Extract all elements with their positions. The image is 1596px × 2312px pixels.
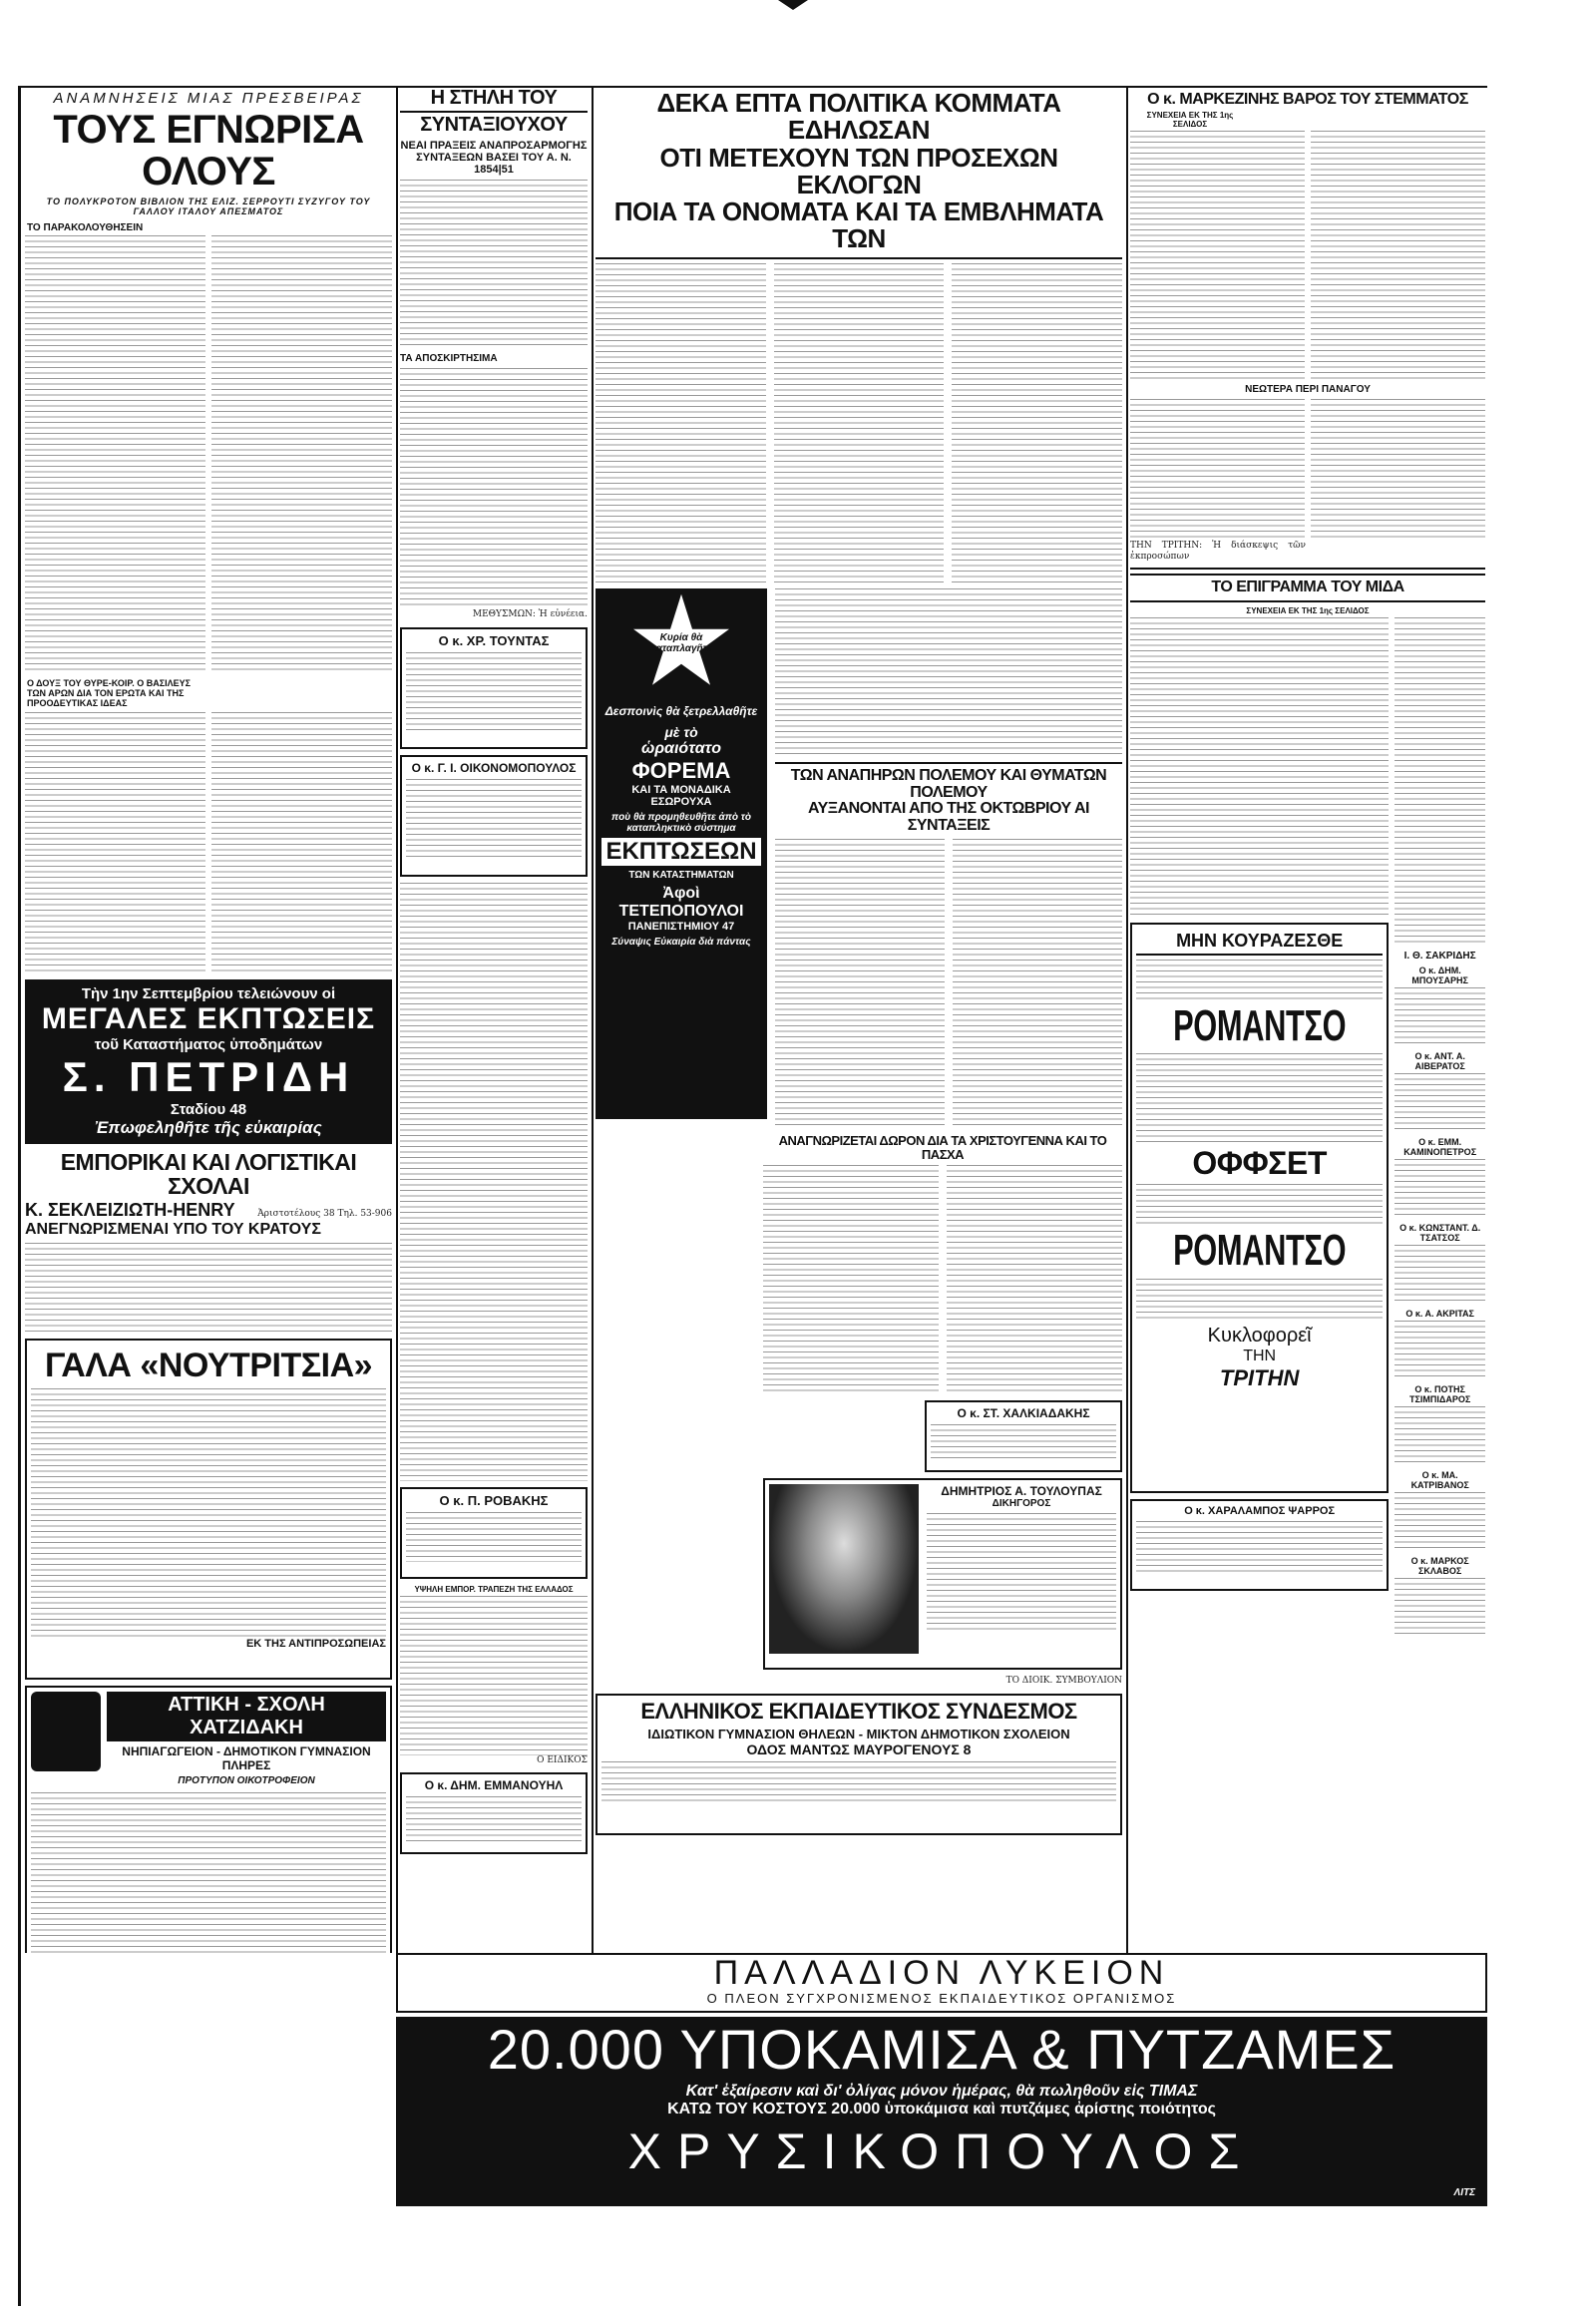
- notice-text: [1395, 1406, 1485, 1466]
- article-text: [25, 235, 205, 674]
- ad-name: Ἀφοὶ ΤΕΤΕΠΟΠΟΥΛΟΙ: [618, 884, 744, 920]
- article-text: [400, 1596, 588, 1755]
- notice-text: [406, 779, 582, 859]
- ad-palladion: [396, 1953, 1487, 2013]
- notice-box: [400, 627, 588, 749]
- section-title: ΥΨΗΛΗ ΕΜΠΟΡ. ΤΡΑΠΕΖΗ ΤΗΣ ΕΛΛΑΔΟΣ: [414, 1584, 574, 1594]
- ad-line: Δεσποινὶς θὰ ξετρελλαθῆτε: [604, 703, 758, 718]
- kicker: Η ΣΤΗΛΗ ΤΟΥ: [400, 88, 588, 113]
- notice-title: Ο κ. ΕΜΜ. ΚΑΜΙΝΟΠΕΤΡΟΣ: [1403, 1136, 1477, 1157]
- ad-line: Ο ΠΛΕΟΝ ΣΥΓΧΡΟΝΙΣΜΕΝΟΣ ΕΚΠΑΙΔΕΥΤΙΚΟΣ ΟΡΓΑΝΙΣΜΟΣ: [706, 1991, 1177, 2006]
- article-text: [400, 883, 588, 1481]
- notice-text: [1395, 987, 1485, 1047]
- section-title: ΤΟ ΠΑΡΑΚΟΛΟΥΘΗΣΕΙΝ: [27, 222, 144, 233]
- ad-address: ΟΔΟΣ ΜΑΝΤΩΣ ΜΑΥΡΟΓΕΝΟΥΣ 8: [746, 1740, 972, 1757]
- ad-line: ΑΝΕΓΝΩΡΙΣΜΕΝΑΙ ΥΠΟ ΤΟΥ ΚΡΑΤΟΥΣ: [25, 1221, 321, 1239]
- notice-text: [1395, 1578, 1485, 1638]
- section-title: Ο ΔΟΥΞ ΤΟΥ ΘΥΡΕ-ΚΟΙΡ. Ο ΒΑΣΙΛΕΥΣ ΤΩΝ ΑΡΩΝ ΔΙΑ ΤΟΝ ΕΡΩΤΑ ΚΑΙ ΤΗΣ ΠΡΟΟΔΕΥΤΙΚΑΣ ΙΔΕΑΣ: [27, 678, 192, 708]
- continuation-note: ΣΥΝΕΧΕΙΑ ΕΚ ΤΗΣ 1ης ΣΕΛΙΔΟΣ: [1246, 605, 1370, 615]
- headline: ΣΥΝΤΑΞΙΟΥΧΟΥ: [420, 114, 568, 136]
- notice-text: [1395, 1073, 1485, 1133]
- ad-line: ΠΡΟΤΥΠΟΝ ΟΙΚΟΤΡΟΦΕΙΟΝ: [178, 1775, 315, 1787]
- notice-title: Ο κ. ΣΤ. ΧΑΛΚΙΑΔΑΚΗΣ: [957, 1406, 1090, 1421]
- ad-line: ΚΑΤΩ ΤΟΥ ΚΟΣΤΟΥΣ 20.000 ὑποκάμισα καὶ πυτζάμες ἀρίστης ποιότητος: [667, 2101, 1216, 2118]
- ad-line: ποὺ θὰ προμηθευθῆτε ἀπὸ τὸ καταπληκτικὸ σύστημα: [611, 811, 751, 834]
- ad-romantso: [1130, 923, 1389, 1493]
- ad-line: Κατ' ἐξαίρεσιν καὶ δι' ὀλίγας μόνον ἡμέρας, θὰ πωληθοῦν εἰς ΤΙΜΑΣ: [685, 2083, 1198, 2100]
- ad-name: Σ. ΠΕΤΡΙΔΗ: [62, 1053, 355, 1100]
- ad-hatzidakis: [25, 1686, 392, 1953]
- ad-name: Κ. ΣΕΚΛΕΙΖΙΩΤΗ-HENRY: [25, 1200, 235, 1221]
- ad-text: [1136, 1053, 1383, 1143]
- article-text: [775, 839, 945, 1128]
- ad-title: ΡΟΜΑΝΤΣΟ: [1173, 1000, 1347, 1050]
- notice-title: Ο κ. ΜΑ. ΚΑΤΡΙΒΑΝΟΣ: [1410, 1469, 1469, 1490]
- notice-text: [927, 1513, 1116, 1633]
- signature: Ο ΕΙΔΙΚΟΣ: [537, 1754, 588, 1765]
- ad-line: ΤΩΝ ΚΑΤΑΣΤΗΜΑΤΩΝ: [628, 869, 734, 881]
- ad-line: ΤΡΙΤΗΝ: [1219, 1364, 1300, 1390]
- article-text: [763, 1165, 939, 1394]
- notice-title: Ο κ. ΧΑΡΑΛΑΜΠΟΣ ΨΑΡΡΟΣ: [1184, 1504, 1336, 1517]
- ad-line: ΙΔΙΩΤΙΚΟΝ ΓΥΜΝΑΣΙΟΝ ΘΗΛΕΩΝ - ΜΙΚΤΟΝ ΔΗΜΟΤΙΚΟΝ ΣΧΟΛΕΙΟΝ: [647, 1726, 1070, 1741]
- ad-line: ὡραιότατο: [641, 739, 721, 757]
- headline: ΟΤΙ ΜΕΤΕΧΟΥΝ ΤΩΝ ΠΡΟΣΕΧΩΝ ΕΚΛΟΓΩΝ: [659, 142, 1058, 199]
- portrait-photo: [769, 1484, 919, 1654]
- subhead: ΤΟ ΠΟΛΥΚΡΟΤΟΝ ΒΙΒΛΙΟΝ ΤΗΣ ΕΛΙΖ. ΣΕΡΡΟΥΤΙ ΣΥΖΥΓΟΥ ΤΟΥ ΓΑΛΛΟΥ ΙΤΑΛΟΥ ΑΠΕΣΜΑΤΟΣ: [46, 196, 371, 216]
- notice-title: Ο κ. Α. ΑΚΡΙΤΑΣ: [1405, 1308, 1474, 1319]
- column-rule: [1126, 88, 1128, 1953]
- ad-line: ΤΗΝ: [1243, 1347, 1277, 1364]
- ad-line: ΟΦΦΣΕΤ: [1192, 1144, 1327, 1181]
- notice-subtitle: ΔΙΚΗΓΟΡΟΣ: [992, 1498, 1051, 1510]
- ad-title: ΑΤΤΙΚΗ - ΣΧΟΛΗ ΧΑΤΖΙΔΑΚΗ: [107, 1692, 386, 1741]
- article-text: [947, 1165, 1122, 1394]
- notice-text: [1395, 1159, 1485, 1219]
- ad-title: ΓΑΛΑ «ΝΟΥΤΡΙΤΣΙΑ»: [44, 1347, 373, 1385]
- notice-title: Ο κ. Π. ΡΟΒΑΚΗΣ: [439, 1492, 549, 1508]
- ad-text: [31, 1792, 386, 1953]
- article-text: [211, 235, 392, 674]
- article-text: [1311, 131, 1485, 380]
- article-text: [1130, 617, 1389, 917]
- article-text: [1311, 399, 1485, 539]
- kicker: ΑΝΑΜΝΗΣΕΙΣ ΜΙΑΣ ΠΡΕΣΒΕΙΡΑΣ: [53, 90, 364, 107]
- notice-photo: [763, 1478, 1122, 1670]
- section-title: ΝΕΩΤΕΡΑ ΠΕΡΙ ΠΑΝΑΓΟΥ: [1245, 383, 1371, 395]
- ad-title: ΡΟΜΑΝΤΣΟ: [1173, 1226, 1347, 1276]
- divider: [1130, 568, 1485, 570]
- section-note: ΤΗΝ ΤΡΙΤΗΝ: Ἡ διάσκεψις τῶν ἐκπροσώπων: [1130, 540, 1306, 563]
- ad-line: Σύναψις Εὐκαιρία διὰ πάντας: [611, 936, 751, 948]
- ad-schools: [25, 1150, 392, 1333]
- newspaper-page: [18, 86, 1487, 2306]
- notice-box: [1130, 1499, 1389, 1591]
- notice-title: Ο κ. ΜΑΡΚΟΣ ΣΚΛΑΒΟΣ: [1410, 1555, 1469, 1576]
- notice-title: Ο κ. ΚΩΝΣΤΑΝΤ. Δ. ΤΣΑΤΣΟΣ: [1399, 1222, 1481, 1243]
- notice-box: [925, 1400, 1122, 1472]
- ad-title: ΕΛΛΗΝΙΚΟΣ ΕΚΠΑΙΔΕΥΤΙΚΟΣ ΣΥΝΔΕΣΜΟΣ: [640, 1698, 1077, 1724]
- headline: Ο κ. ΜΑΡΚΕΖΙΝΗΣ ΒΑΡΟΣ ΤΟΥ ΣΤΕΜΜΑΤΟΣ: [1147, 91, 1468, 108]
- article-text: [775, 588, 1122, 758]
- headline: ΑΝΑΓΝΩΡΙΖΕΤΑΙ ΔΩΡΟΝ ΔΙΑ ΤΑ ΧΡΙΣΤΟΥΓΕΝΝΑ ΚΑΙ ΤΟ ΠΑΣΧΑ: [778, 1132, 1107, 1162]
- school-emblem: [31, 1692, 101, 1771]
- article-text: [1130, 399, 1305, 539]
- notice-text: [1136, 1521, 1383, 1573]
- column-3: [596, 88, 1122, 1953]
- notice-title: Ο κ. ΔΗΜ. ΜΠΟΥΣΑΡΗΣ: [1411, 964, 1468, 985]
- signature: ΜΕΘΥΣΜΩΝ: Ἡ εὐνέεια.: [472, 609, 588, 619]
- signature: Ι. Θ. ΣΑΚΡΙΔΗΣ: [1403, 950, 1476, 962]
- article-text: [400, 368, 588, 607]
- ad-petridis: [25, 979, 392, 1144]
- notice-list: [1395, 965, 1485, 1638]
- article-text: [1130, 131, 1305, 380]
- ad-text: [25, 1243, 392, 1333]
- ad-text: [1136, 960, 1383, 999]
- ad-text: [601, 1761, 1116, 1801]
- notice-title: Ο κ. ΠΟΤΗΣ ΤΣΙΜΠΙΔΑΡΟΣ: [1409, 1383, 1471, 1404]
- divider: [775, 762, 1122, 764]
- ad-line: Τὴν 1ην Σεπτεμβρίου τελειώνουν οἱ: [81, 985, 336, 1002]
- article-text: [953, 839, 1122, 1128]
- article-text: [774, 263, 945, 582]
- notice-title: ΔΗΜΗΤΡΙΟΣ Α. ΤΟΥΛΟΥΠΑΣ: [941, 1484, 1102, 1499]
- column-4: [1130, 88, 1485, 1953]
- headline: ΤΟ ΕΠΙΓΡΑΜΜΑ ΤΟΥ ΜΙΔΑ: [1130, 574, 1485, 602]
- column-1: [25, 88, 392, 1953]
- ad-tag: ΛΙΤΣ: [1453, 2187, 1475, 2198]
- notice-title: Ο κ. ΔΗΜ. ΕΜΜΑΝΟΥΗΛ: [424, 1778, 564, 1792]
- ad-line: μὲ τὸ: [664, 723, 698, 740]
- ad-line: τοῦ Καταστήματος ὑποδημάτων: [94, 1036, 323, 1053]
- ad-title: ΜΕΓΑΛΕΣ ΕΚΠΤΩΣΕΙΣ: [41, 1002, 376, 1035]
- headline: ΠΟΙΑ ΤΑ ΟΝΟΜΑΤΑ ΚΑΙ ΤΑ ΕΜΒΛΗΜΑΤΑ ΤΩΝ: [613, 196, 1104, 254]
- ad-tetepopouloi: [596, 588, 767, 1119]
- ad-text: [1136, 1279, 1383, 1319]
- notice-text: [1395, 1321, 1485, 1380]
- ad-title: ΕΜΠΟΡΙΚΑΙ ΚΑΙ ΛΟΓΙΣΤΙΚΑΙ ΣΧΟΛΑΙ: [60, 1149, 357, 1200]
- ad-address: Ἀριστοτέλους 38 Τηλ. 53-906: [257, 1209, 392, 1220]
- article-text: [400, 180, 588, 349]
- ad-name: ΧΡΥΣΙΚΟΠΟΥΛΟΣ: [627, 2123, 1256, 2179]
- headline: ΔΕΚΑ ΕΠΤΑ ΠΟΛΙΤΙΚΑ ΚΟΜΜΑΤΑ ΕΔΗΛΩΣΑΝ: [656, 88, 1061, 146]
- notice-title: Ο κ. Γ. Ι. ΟΙΚΟΝΟΜΟΠΟΥΛΟΣ: [411, 760, 577, 775]
- notice-text: [406, 652, 582, 732]
- ad-signature: ΕΚ ΤΗΣ ΑΝΤΙΠΡΟΣΩΠΕΙΑΣ: [245, 1637, 386, 1650]
- ad-title: ΠΑΛΛΑΔΙΟΝ ΛΥΚΕΙΟΝ: [713, 1954, 1170, 1992]
- ad-address: ΠΑΝΕΠΙΣΤΗΜΙΟΥ 47: [627, 920, 735, 933]
- ad-chrysikopoulos: [396, 2017, 1487, 2206]
- ad-line: Κυκλοφορεῖ: [1207, 1324, 1312, 1347]
- article-text: [1395, 617, 1485, 947]
- notice-box: [400, 755, 588, 877]
- article-text: [25, 712, 205, 971]
- ad-line: ΜΗΝ ΚΟΥΡΑΖΕΣΘΕ: [1136, 929, 1383, 956]
- notice-text: [1395, 1245, 1485, 1305]
- ad-text: [31, 1388, 386, 1638]
- ad-line: Κυρία θὰ καταπλαγῆτε: [650, 631, 712, 654]
- ad-line: ΚΑΙ ΤΑ ΜΟΝΑΔΙΚΑ ΕΣΩΡΟΥΧΑ: [631, 783, 731, 808]
- column-rule: [396, 88, 398, 1953]
- divider: [596, 257, 1122, 259]
- notice-text: [931, 1424, 1116, 1460]
- ad-nutritsia: [25, 1339, 392, 1680]
- ad-line: Ἐπωφεληθῆτε τῆς εὐκαιρίας: [95, 1118, 322, 1137]
- article-text: [211, 712, 392, 971]
- signature: ΤΟ ΔΙΟΙΚ. ΣΥΜΒΟΥΛΙΟΝ: [1005, 1676, 1122, 1687]
- column-rule: [592, 88, 594, 1953]
- headline: ΤΟΥΣ ΕΓΝΩΡΙΣΑ ΟΛΟΥΣ: [53, 108, 364, 193]
- section-title: ΤΑ ΑΠΟΣΚΙΡΤΗΣΙΜΑ: [400, 353, 498, 364]
- continuation-note: ΣΥΝΕΧΕΙΑ ΕΚ ΤΗΣ 1ης ΣΕΛΙΔΟΣ: [1146, 110, 1234, 129]
- ad-hellenic-school: [596, 1694, 1122, 1835]
- ad-title: 20.000 ΥΠΟΚΑΜΙΣΑ & ΠΥΤΖΑΜΕΣ: [487, 2018, 1396, 2081]
- notice-text: [406, 1796, 582, 1842]
- notice-box: [400, 1772, 588, 1854]
- headline: ΑΥΞΑΝΟΝΤΑΙ ΑΠΟ ΤΗΣ ΟΚΤΩΒΡΙΟΥ ΑΙ ΣΥΝΤΑΞΕΙΣ: [808, 800, 1089, 835]
- subhead: ΝΕΑΙ ΠΡΑΞΕΙΣ ΑΝΑΠΡΟΣΑΡΜΟΓΗΣ ΣΥΝΤΑΞΕΩΝ ΒΑΣΕΙ ΤΟΥ Α. Ν. 1854|51: [400, 140, 588, 176]
- ad-text: [1136, 1184, 1383, 1224]
- ad-title: ΕΚΠΤΩΣΕΩΝ: [601, 838, 761, 866]
- top-edge: [0, 0, 1596, 18]
- column-2: [400, 88, 588, 1953]
- ad-address: Σταδίου 48: [170, 1101, 247, 1118]
- ad-line: ΝΗΠΙΑΓΩΓΕΙΟΝ - ΔΗΜΟΤΙΚΟΝ ΓΥΜΝΑΣΙΟΝ ΠΛΗΡΕΣ: [122, 1744, 371, 1773]
- article-text: [952, 263, 1122, 582]
- notice-text: [1395, 1492, 1485, 1552]
- notice-title: Ο κ. ΧΡ. ΤΟΥΝΤΑΣ: [438, 632, 550, 648]
- notice-text: [406, 1512, 582, 1562]
- ad-line: ΦΟΡΕΜΑ: [631, 757, 731, 783]
- notice-box: [400, 1487, 588, 1579]
- notice-title: Ο κ. ΑΝΤ. Α. ΑΙΒΕΡΑΤΟΣ: [1414, 1050, 1465, 1071]
- headline: ΤΩΝ ΑΝΑΠΗΡΩΝ ΠΟΛΕΜΟΥ ΚΑΙ ΘΥΜΑΤΩΝ ΠΟΛΕΜΟΥ: [790, 766, 1107, 801]
- article-text: [596, 263, 766, 582]
